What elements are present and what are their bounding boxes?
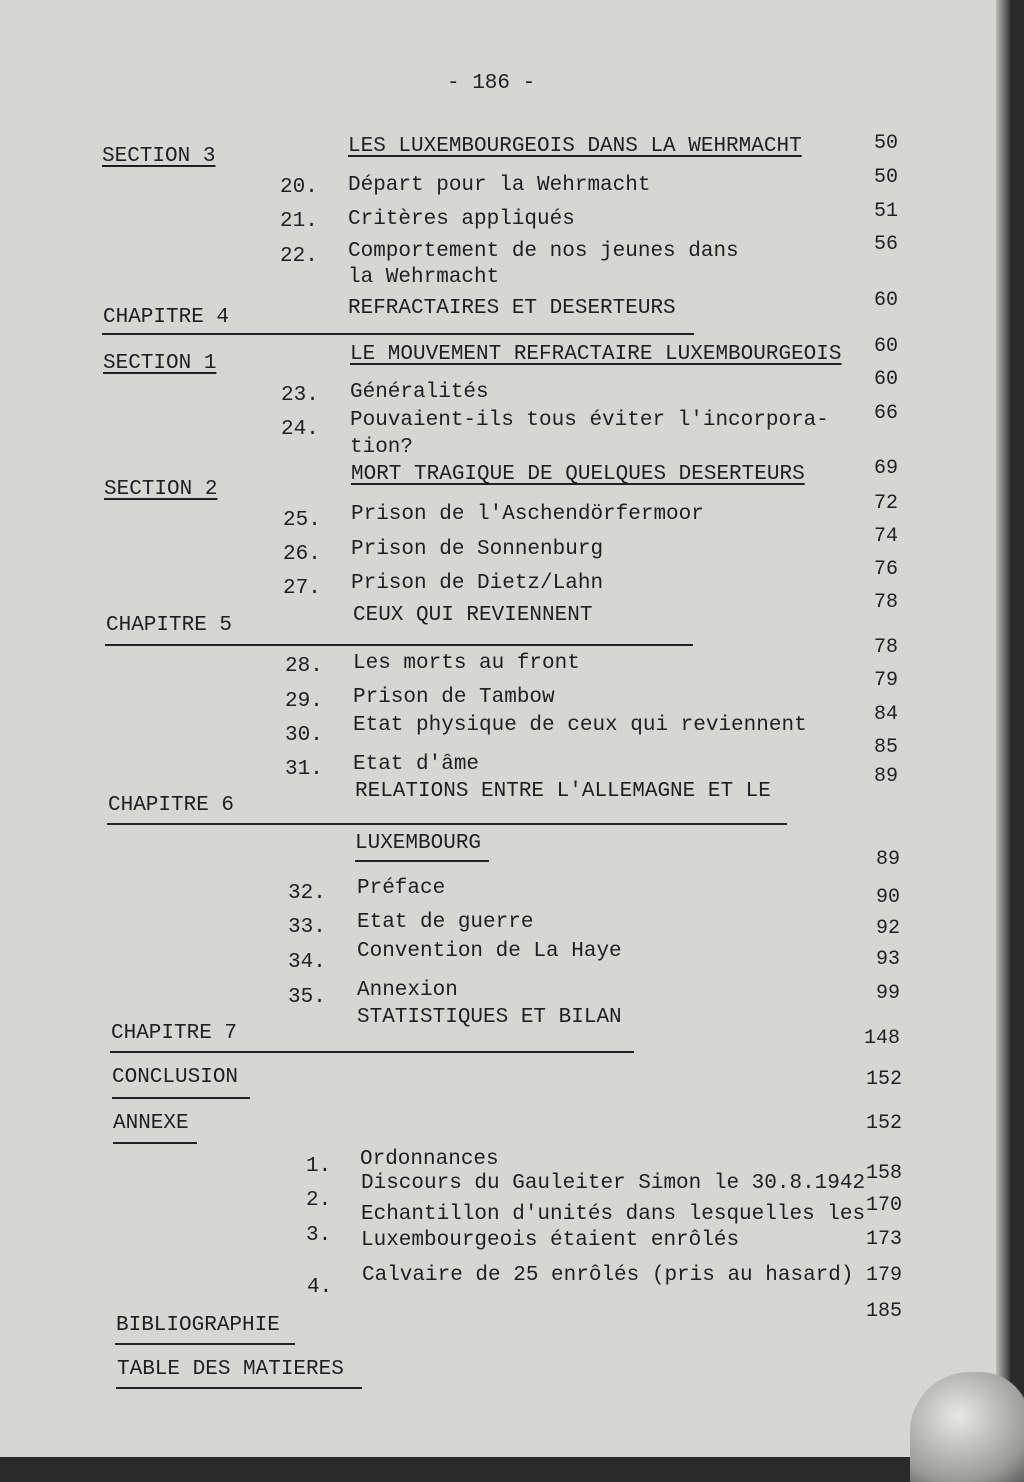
toc-label: SECTION 1 bbox=[103, 352, 217, 375]
toc-num: 27. bbox=[283, 577, 321, 600]
toc-page: 152 bbox=[865, 1112, 902, 1135]
toc-title: Prison de l'Aschendörfermoor bbox=[351, 503, 704, 526]
toc-label: CHAPITRE 5 bbox=[106, 614, 233, 637]
toc-label: SECTION 2 bbox=[104, 478, 218, 501]
page-number: - 186 - bbox=[447, 72, 536, 95]
toc-page: 185 bbox=[865, 1300, 902, 1323]
chapter-rule bbox=[102, 333, 694, 335]
toc-page: 79 bbox=[873, 669, 898, 692]
toc-label: CHAPITRE 4 bbox=[103, 306, 230, 329]
toc-page: 173 bbox=[865, 1228, 902, 1251]
toc-num: 21. bbox=[280, 210, 318, 233]
toc-title: Etat d'âme bbox=[353, 753, 480, 776]
toc-label: CHAPITRE 6 bbox=[108, 794, 235, 817]
toc-page: 89 bbox=[873, 765, 898, 788]
toc-title: MORT TRAGIQUE DE QUELQUES DESERTEURS bbox=[351, 463, 805, 486]
toc-page: 66 bbox=[873, 402, 898, 425]
toc-page: 74 bbox=[873, 525, 898, 548]
toc-num: 25. bbox=[283, 509, 321, 532]
toc-page: 93 bbox=[875, 948, 900, 971]
toc-title: Généralités bbox=[350, 381, 489, 404]
toc-num: 29. bbox=[285, 690, 323, 713]
toc-page: 60 bbox=[873, 289, 898, 312]
toc-page: 84 bbox=[873, 703, 898, 726]
toc-num: 4. bbox=[307, 1276, 333, 1299]
toc-title: Convention de La Haye bbox=[357, 940, 622, 963]
thumb-image bbox=[910, 1372, 1024, 1482]
toc-page: 76 bbox=[873, 558, 898, 581]
toc-num: 26. bbox=[283, 543, 321, 566]
toc-page: 78 bbox=[873, 591, 898, 614]
toc-page: 72 bbox=[873, 492, 898, 515]
toc-title: CEUX QUI REVIENNENT bbox=[353, 604, 593, 627]
toc-title: REFRACTAIRES ET DESERTEURS bbox=[348, 297, 676, 320]
toc-title: RELATIONS ENTRE L'ALLEMAGNE ET LE bbox=[355, 780, 771, 803]
toc-num: 1. bbox=[306, 1155, 332, 1178]
toc-page: 179 bbox=[865, 1264, 902, 1287]
title-rule bbox=[355, 860, 489, 862]
toc-title: Etat physique de ceux qui reviennent bbox=[353, 714, 807, 737]
toc-page: 89 bbox=[875, 848, 900, 871]
toc-num: 35. bbox=[288, 986, 326, 1009]
toc-title: Préface bbox=[357, 877, 446, 900]
page-edge-shadow bbox=[996, 0, 1010, 1457]
toc-title: Etat de guerre bbox=[357, 911, 534, 934]
toc-num: 3. bbox=[306, 1224, 332, 1247]
heading-rule bbox=[116, 1387, 362, 1389]
toc-page: 78 bbox=[873, 636, 898, 659]
toc-page: 152 bbox=[865, 1068, 902, 1091]
toc-page: 99 bbox=[875, 982, 900, 1005]
toc-title: Echantillon d'unités dans lesquelles les bbox=[361, 1203, 866, 1226]
toc-num: 34. bbox=[288, 951, 326, 974]
toc-label: BIBLIOGRAPHIE bbox=[116, 1314, 280, 1337]
heading-rule bbox=[112, 1097, 250, 1099]
toc-label: SECTION 3 bbox=[102, 145, 216, 168]
toc-page: 56 bbox=[873, 233, 898, 256]
toc-page: 50 bbox=[873, 132, 898, 155]
toc-num: 23. bbox=[281, 384, 319, 407]
chapter-rule bbox=[105, 644, 693, 646]
toc-title: Comportement de nos jeunes dans bbox=[348, 240, 739, 263]
toc-num: 2. bbox=[306, 1189, 332, 1212]
toc-title: Calvaire de 25 enrôlés (pris au hasard) bbox=[362, 1264, 854, 1287]
toc-page: 50 bbox=[873, 166, 898, 189]
toc-title: Prison de Tambow bbox=[353, 686, 555, 709]
toc-num: 30. bbox=[285, 724, 323, 747]
toc-label: CHAPITRE 7 bbox=[111, 1022, 238, 1045]
toc-label: ANNEXE bbox=[113, 1112, 189, 1135]
toc-title: Critères appliqués bbox=[348, 208, 575, 231]
heading-rule bbox=[113, 1142, 197, 1144]
toc-title-cont: la Wehrmacht bbox=[348, 266, 500, 289]
toc-page: 85 bbox=[873, 736, 898, 759]
toc-title: Prison de Dietz/Lahn bbox=[351, 572, 604, 595]
toc-title: Discours du Gauleiter Simon le 30.8.1942 bbox=[361, 1172, 866, 1195]
toc-title: STATISTIQUES ET BILAN bbox=[357, 1006, 622, 1029]
toc-num: 22. bbox=[280, 245, 318, 268]
toc-page: 170 bbox=[865, 1194, 902, 1217]
toc-page: 51 bbox=[873, 200, 898, 223]
toc-title: LES LUXEMBOURGEOIS DANS LA WEHRMACHT bbox=[348, 135, 802, 158]
toc-label: TABLE DES MATIERES bbox=[117, 1358, 344, 1381]
toc-title: Prison de Sonnenburg bbox=[351, 538, 604, 561]
toc-num: 24. bbox=[281, 418, 319, 441]
toc-num: 20. bbox=[280, 176, 318, 199]
toc-num: 31. bbox=[285, 758, 323, 781]
toc-page: 69 bbox=[873, 457, 898, 480]
chapter-rule bbox=[107, 823, 787, 825]
toc-title: LE MOUVEMENT REFRACTAIRE LUXEMBOURGEOIS bbox=[350, 343, 842, 366]
toc-label: CONCLUSION bbox=[112, 1066, 239, 1089]
toc-page: 158 bbox=[865, 1162, 902, 1185]
toc-page: 92 bbox=[875, 917, 900, 940]
toc-title: Les morts au front bbox=[353, 652, 580, 675]
toc-title: Pouvaient-ils tous éviter l'incorpora- bbox=[350, 409, 829, 432]
toc-page: 60 bbox=[873, 368, 898, 391]
toc-num: 33. bbox=[288, 916, 326, 939]
toc-num: 32. bbox=[288, 882, 326, 905]
chapter-rule bbox=[110, 1051, 634, 1053]
toc-title: Départ pour la Wehrmacht bbox=[348, 174, 651, 197]
toc-page: 148 bbox=[863, 1027, 900, 1050]
toc-title: Annexion bbox=[357, 979, 458, 1002]
toc-title-cont: tion? bbox=[350, 436, 414, 459]
toc-title: LUXEMBOURG bbox=[355, 832, 482, 855]
heading-rule bbox=[115, 1343, 295, 1345]
toc-page: 60 bbox=[873, 335, 898, 358]
toc-title: Ordonnances bbox=[360, 1148, 499, 1171]
toc-page: 90 bbox=[875, 886, 900, 909]
toc-title-cont: Luxembourgeois étaient enrôlés bbox=[361, 1229, 740, 1252]
toc-num: 28. bbox=[285, 655, 323, 678]
